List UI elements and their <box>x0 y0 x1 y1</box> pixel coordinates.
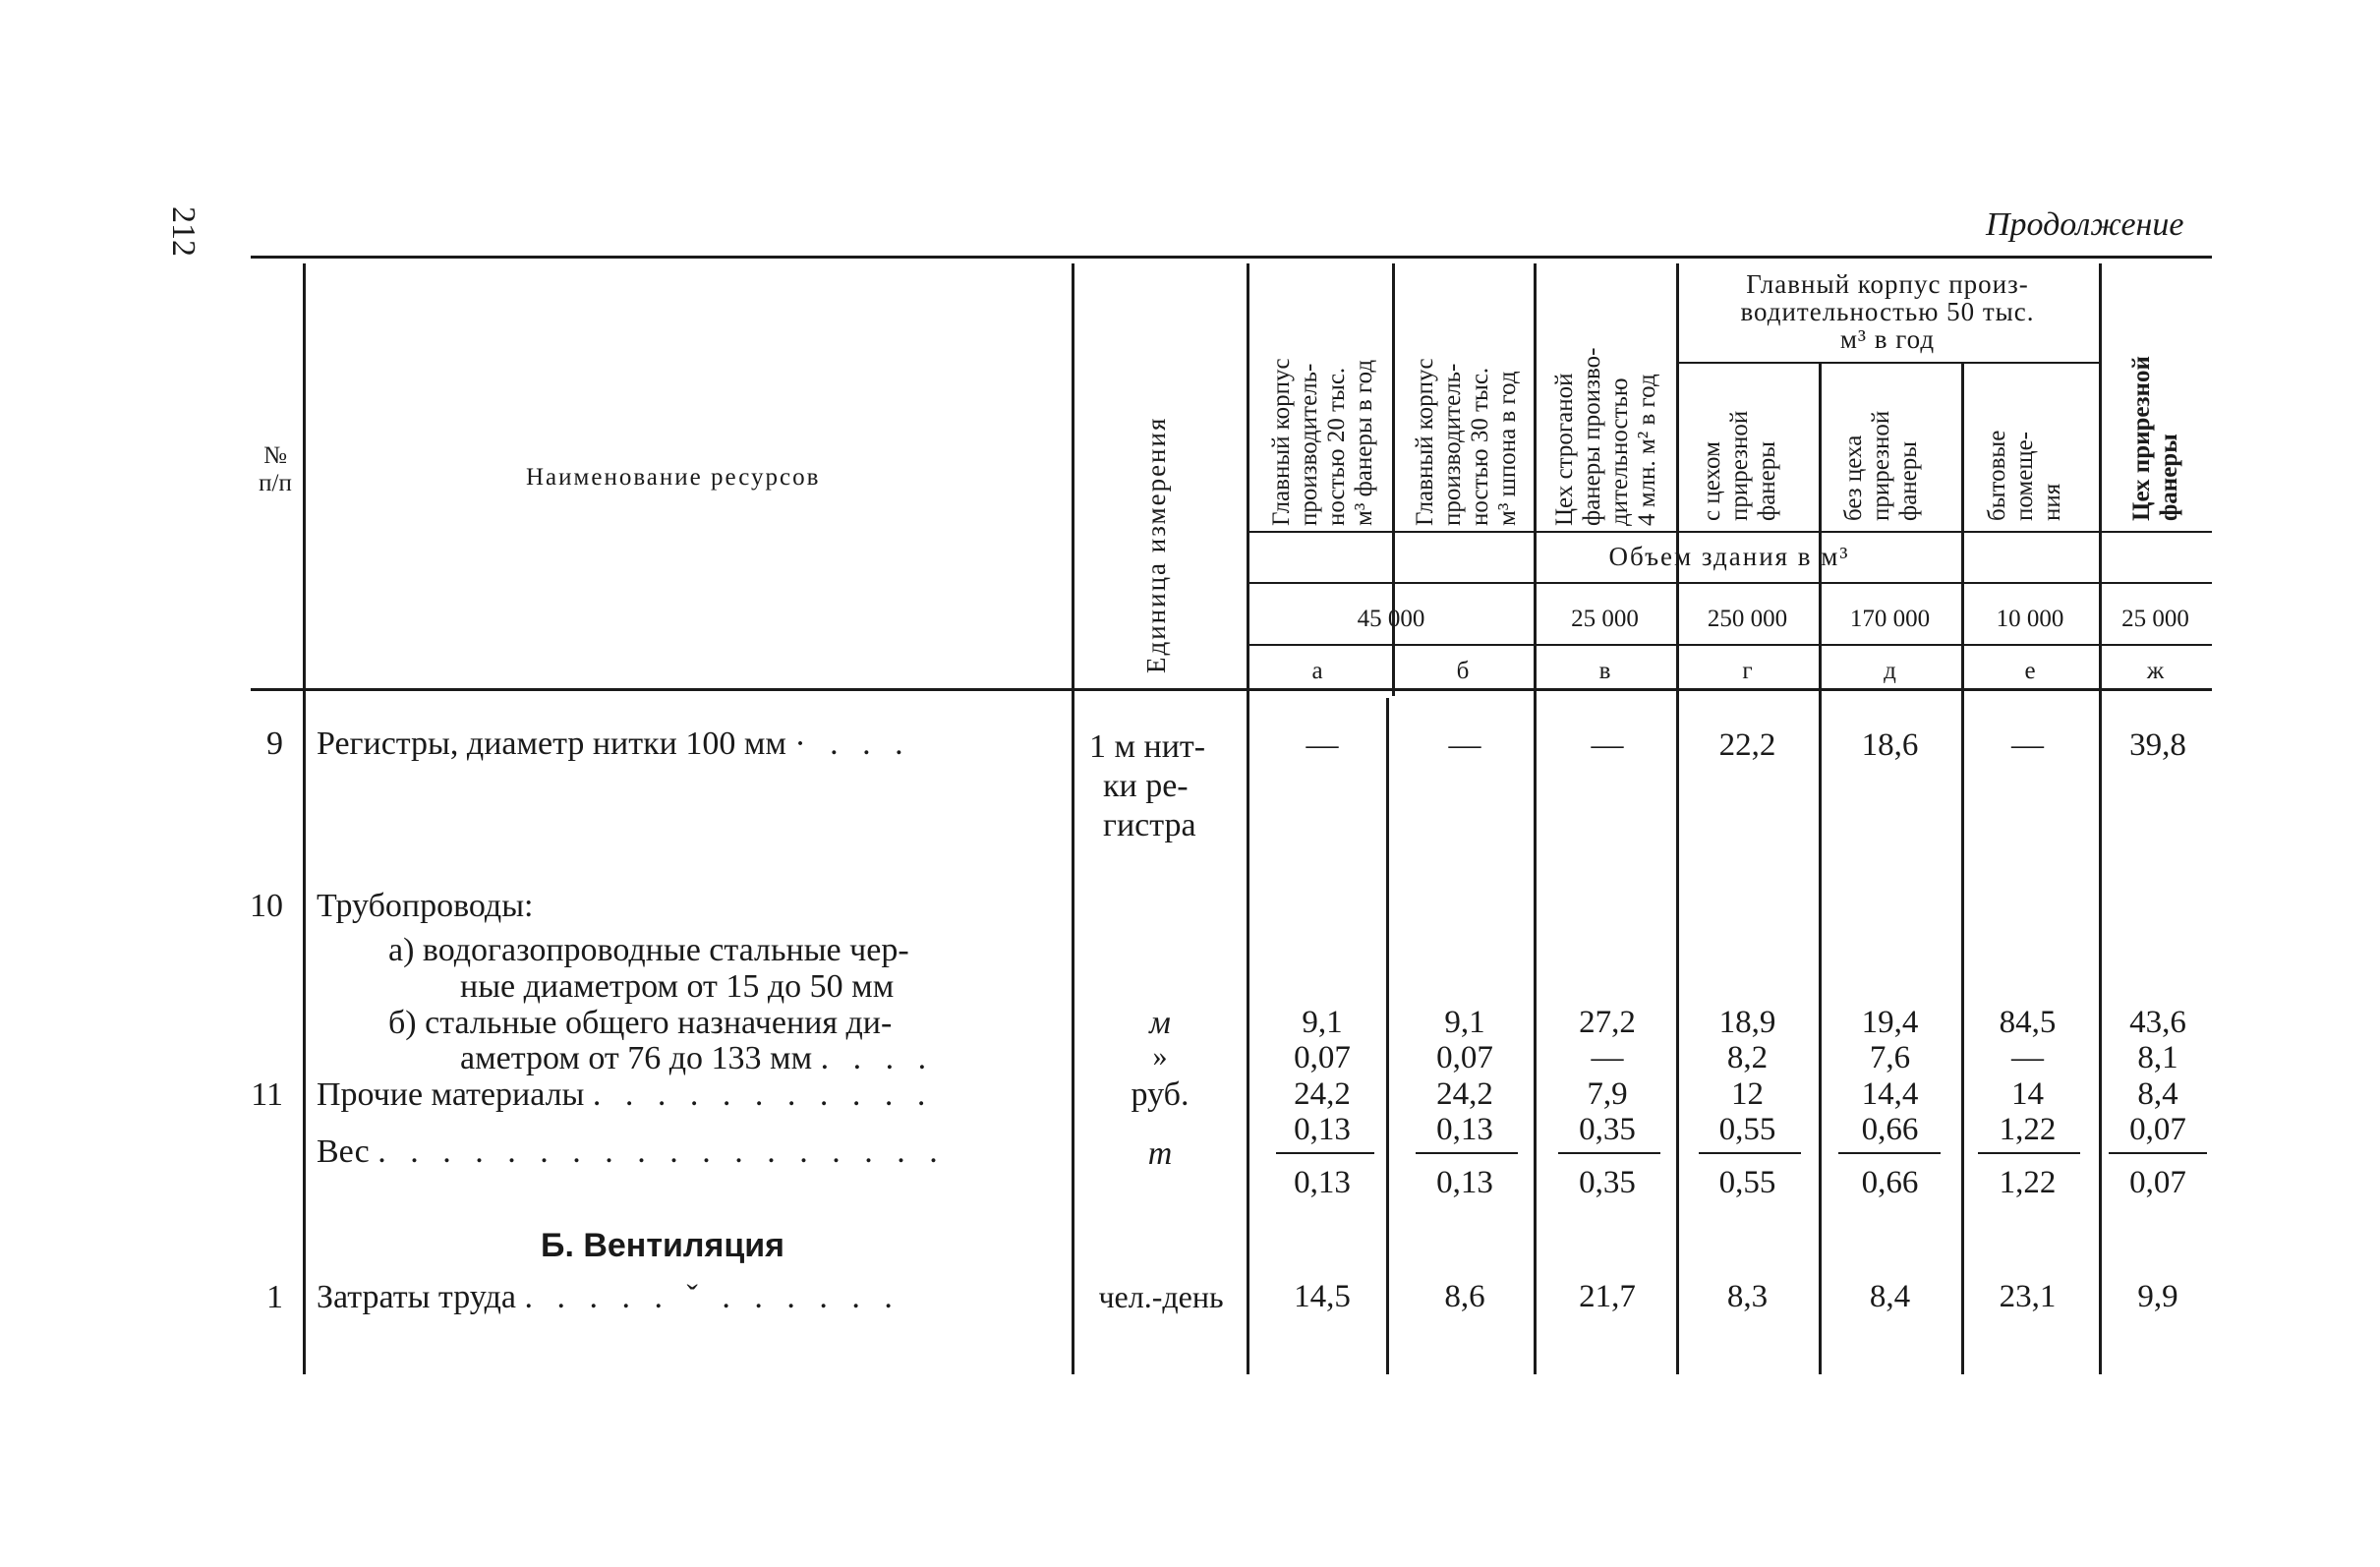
section-b-heading: Б. Вентиляция <box>541 1227 784 1264</box>
volume-v: 25 000 <box>1571 606 1639 632</box>
letter-d: д <box>1884 658 1896 684</box>
col-v-header: Цех строганой фанеры произво- дительностью 4 млн. м² в год <box>1551 347 1660 526</box>
row10a-val-b: 9,1 <box>1444 1005 1485 1040</box>
row1-val-v: 21,7 <box>1579 1279 1636 1314</box>
weight-rule-b <box>1416 1152 1518 1154</box>
row10-name: Трубопроводы: <box>317 888 534 924</box>
weight-bot-d: 0,66 <box>1861 1165 1919 1200</box>
weight-rule-v <box>1558 1152 1660 1154</box>
row11-val-b: 24,2 <box>1436 1076 1493 1112</box>
col-a-header: Главный корпус производитель- ностью 20 тыс. м³ фанеры в год <box>1268 358 1377 526</box>
row10b-val-zh: 8,1 <box>2137 1040 2178 1075</box>
row11-val-a: 24,2 <box>1294 1076 1351 1112</box>
weight-rule-e <box>1978 1152 2080 1154</box>
row9-val-d: 18,6 <box>1861 727 1919 763</box>
col-e-header: бытовые помеще- ния <box>1984 430 2065 521</box>
row10a-val-d: 19,4 <box>1861 1005 1919 1040</box>
row10a-val-e: 84,5 <box>1999 1005 2057 1040</box>
row9-val-b: — <box>1448 727 1481 763</box>
weight-rule-g <box>1699 1152 1801 1154</box>
col-rule-1 <box>303 263 306 1374</box>
row1-val-zh: 9,9 <box>2137 1279 2178 1314</box>
row11-val-g: 12 <box>1731 1076 1764 1112</box>
col-rule-8 <box>1961 364 1964 1374</box>
row11-num: 11 <box>251 1076 283 1113</box>
group-gde-header: Главный корпус произ- водительностью 50 тыс. м³ в год <box>1740 269 2035 354</box>
row10-unit-b: » <box>1152 1040 1168 1073</box>
col-rule-7 <box>1819 364 1822 1374</box>
row9-name: Регистры, диаметр нитки 100 мм · . . . <box>317 725 911 762</box>
row9-num: 9 <box>266 725 283 762</box>
row11-val-d: 14,4 <box>1861 1076 1919 1112</box>
row10a-val-v: 27,2 <box>1579 1005 1636 1040</box>
weight-bot-zh: 0,07 <box>2129 1165 2186 1200</box>
num-col-header <box>251 442 300 497</box>
row10-unit-a: м <box>1149 1005 1171 1041</box>
weight-rule-zh <box>2109 1152 2207 1154</box>
col-d-header: без цеха прирезной фанеры <box>1840 410 1922 521</box>
weight-top-zh: 0,07 <box>2129 1112 2186 1147</box>
num-pp: п/п <box>259 470 292 496</box>
row1-num: 1 <box>266 1279 283 1315</box>
row11-val-zh: 8,4 <box>2137 1076 2178 1112</box>
weight-rule-d <box>1838 1152 1941 1154</box>
col-rule-9 <box>2099 263 2102 1374</box>
unit-col-header <box>1142 417 1170 673</box>
volume-d: 170 000 <box>1849 606 1931 632</box>
row10b-val-b: 0,07 <box>1436 1040 1493 1075</box>
row10-a-line1: а) водогазопроводные стальные чер- <box>388 932 909 968</box>
row1-val-b: 8,6 <box>1444 1279 1485 1314</box>
row11-name: Прочие материалы . . . . . . . . . . . <box>317 1076 934 1113</box>
weight-unit: т <box>1147 1135 1173 1172</box>
col-rule-3 <box>1247 263 1249 1374</box>
row9-unit: 1 м нит- ки ре- гистра <box>1089 728 1206 843</box>
volume-g: 250 000 <box>1707 606 1788 632</box>
row1-val-d: 8,4 <box>1869 1279 1911 1314</box>
table-top-rule <box>251 256 2212 259</box>
col-g-header: с цехом прирезной фанеры <box>1699 410 1780 521</box>
weight-rule-a <box>1276 1152 1374 1154</box>
weight-top-d: 0,66 <box>1861 1112 1919 1147</box>
weight-top-e: 1,22 <box>1999 1112 2057 1147</box>
weight-top-v: 0,35 <box>1579 1112 1636 1147</box>
letter-zh: ж <box>2146 658 2165 684</box>
col-zh-header: Цех прирезной фанеры <box>2128 356 2182 521</box>
weight-bot-e: 1,22 <box>1999 1165 2057 1200</box>
letter-g: г <box>1742 658 1753 684</box>
row10b-val-g: 8,2 <box>1726 1040 1769 1075</box>
weight-top-g: 0,55 <box>1718 1112 1776 1147</box>
row10a-val-zh: 43,6 <box>2129 1005 2186 1040</box>
col-rule-2 <box>1072 263 1074 1374</box>
row11-val-e: 14 <box>2011 1076 2044 1112</box>
row1-val-e: 23,1 <box>1999 1279 2057 1314</box>
letter-v: в <box>1598 658 1611 684</box>
volume-e: 10 000 <box>1996 606 2064 632</box>
row10-a-line2: ные диаметром от 15 до 50 мм <box>460 968 895 1005</box>
header-bottom-rule <box>251 688 2212 691</box>
row1-name: Затраты труда . . . . . ˇ . . . . . . <box>317 1279 900 1315</box>
row10b-val-e: — <box>2011 1040 2044 1075</box>
row1-val-g: 8,3 <box>1726 1279 1769 1314</box>
row1-val-a: 14,5 <box>1294 1279 1351 1314</box>
weight-name: Вес . . . . . . . . . . . . . . . . . . <box>317 1133 946 1170</box>
row10a-val-g: 18,9 <box>1718 1005 1776 1040</box>
name-col-header: Наименование ресурсов <box>526 464 821 491</box>
unit-col-label: Единица измерения <box>1141 416 1171 673</box>
col-b-header: Главный корпус производитель- ностью 30 тыс. м³ шпона в год <box>1412 358 1521 526</box>
letter-e: е <box>2024 658 2036 684</box>
letter-a: а <box>1311 658 1323 684</box>
row10b-val-a: 0,07 <box>1294 1040 1351 1075</box>
col-rule-5 <box>1534 263 1537 1374</box>
volume-ab: 45 000 <box>1357 606 1425 632</box>
row10-b-line1: б) стальные общего назначения ди- <box>388 1005 893 1041</box>
weight-top-a: 0,13 <box>1294 1112 1351 1147</box>
row10-b-line2: аметром от 76 до 133 мм . . . . <box>460 1040 935 1076</box>
continuation-label: Продолжение <box>1986 206 2184 243</box>
row11-unit: руб. <box>1131 1076 1190 1113</box>
row1-unit: чел.-день <box>1098 1279 1224 1314</box>
row10-num: 10 <box>250 888 283 924</box>
weight-bot-a: 0,13 <box>1294 1165 1351 1200</box>
volume-top-rule <box>1247 531 2212 533</box>
row10b-val-d: 7,6 <box>1869 1040 1911 1075</box>
volume-mid-rule <box>1247 582 2212 584</box>
row9-val-v: — <box>1591 727 1624 763</box>
row9-val-g: 22,2 <box>1718 727 1776 763</box>
row11-val-v: 7,9 <box>1587 1076 1628 1112</box>
group-rule <box>1676 362 2099 364</box>
letter-b: б <box>1456 658 1470 684</box>
weight-bot-g: 0,55 <box>1718 1165 1776 1200</box>
letters-top-rule <box>1247 644 2212 646</box>
row10b-val-v: — <box>1591 1040 1624 1075</box>
weight-top-b: 0,13 <box>1436 1112 1493 1147</box>
row9-val-a: — <box>1306 727 1339 763</box>
num-sign: № <box>263 442 287 469</box>
volume-label: Объем здания в м³ <box>1608 542 1850 571</box>
volume-zh: 25 000 <box>2121 606 2189 632</box>
weight-bot-b: 0,13 <box>1436 1165 1493 1200</box>
row9-val-e: — <box>2011 727 2044 763</box>
col-rule-4b <box>1386 698 1389 1374</box>
row9-val-zh: 39,8 <box>2129 727 2186 763</box>
weight-bot-v: 0,35 <box>1579 1165 1636 1200</box>
page-number: 212 <box>165 206 202 257</box>
row10a-val-a: 9,1 <box>1302 1005 1343 1040</box>
col-rule-6 <box>1676 263 1679 1374</box>
